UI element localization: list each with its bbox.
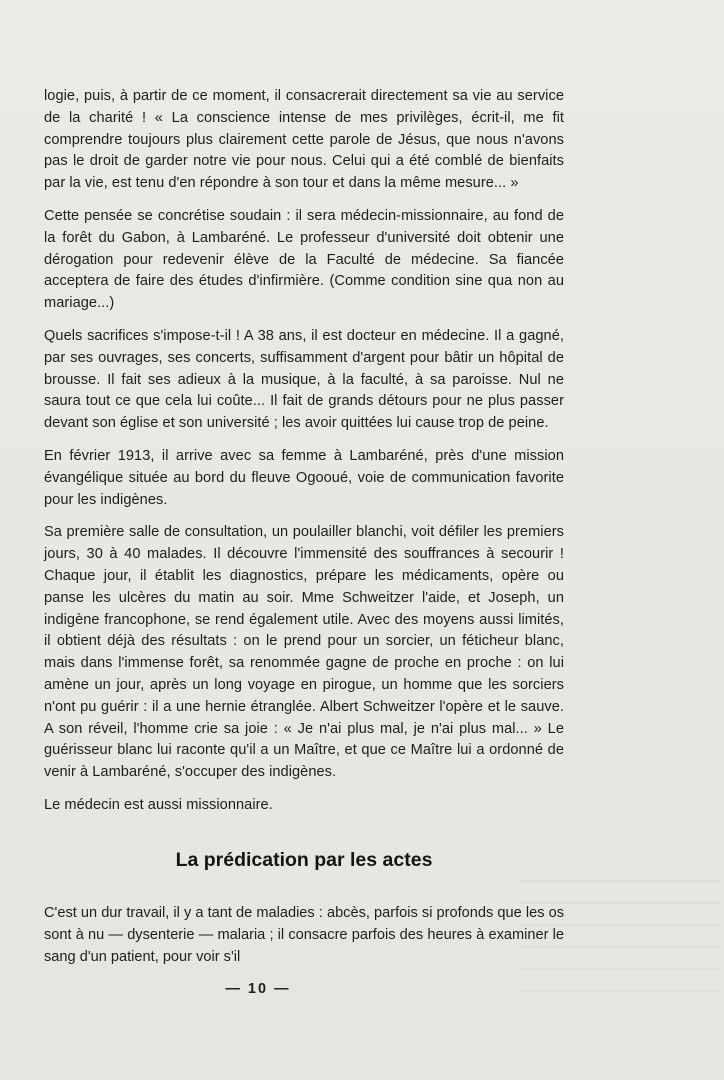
section-body-text (44, 903, 564, 979)
paragraph-1: logie, puis, à partir de ce moment, il consacrerait directement sa vie au service de la charité ! « La conscience intense de mes privilèges, écrit-il, me fit comprendre toujours plus clairement cette parole de Jésus, que nous n'avons pas le droit de garder notre vie pour nous. Celui qui a été comblé de bienfaits par la vie, est tenu d'en répondre à son tour et dans la même mesure... » (44, 88, 564, 192)
body-text (44, 86, 564, 828)
paragraph-4: En février 1913, il arrive avec sa femme à Lambaréné, près d'une mission évangélique située au bord du fleuve Ogooué, voie de communication favorite pour les indigènes. (44, 447, 564, 508)
paragraph-3: Quels sacrifices s'impose-t-il ! A 38 ans, il est docteur en médecine. Il a gagné, par ses ouvrages, ses concerts, suffisamment d'argent pour bâtir un hôpital de brousse. Il fait ses adieux à la musique, à la faculté, à sa paroisse. Nul ne saura tout ce que cela lui coûte... Il fait de grands détours pour ne plus passer devant son église et son université ; les avoir quittées lui cause trop de peine. (44, 327, 564, 432)
section-paragraph-1: C'est un dur travail, il y a tant de maladies : abcès, parfois si profonds que les os sont à nu — dysenterie — malaria ; il consacre parfois des heures à examiner le sang d'un patient, pour voir s'il (44, 905, 564, 965)
paragraph-6: Le médecin est aussi missionnaire. (44, 796, 273, 813)
paper-bleed-through (520, 880, 720, 1000)
page-number: — 10 — (225, 981, 291, 997)
paragraph-5: Sa première salle de consultation, un poulailler blanchi, voit défiler les premiers jours, 30 à 40 malades. Il découvre l'immensité des souffrances à secourir ! Chaque jour, il établit les diagnostics, prépare les médicaments, opère ou panse les ulcères du matin au soir. Mme Schweitzer l'aide, et Joseph, un indigène francophone, se rend également utile. Avec des moyens aussi limités, il obtient déjà des résultats : on le prend pour un sorcier, un féticheur blanc, mais dans l'immense forêt, sa renommée gagne de proche en proche : on lui amène un jour, après un long voyage en pirogue, un homme que les sorciers n'ont pu guérir : il a une hernie étranglée. Albert Schweitzer l'opère et le sauve. A son réveil, l'homme crie sa joie : « Je n'ai plus mal, je n'ai plus mal... » Le guérisseur blanc lui raconte qu'il a un Maître, et que ce Maître lui a ordonné de venir à Lambaréné, s'occuper des indigènes. (44, 524, 564, 781)
section-heading: La prédication par les actes (175, 849, 433, 871)
paragraph-2: Cette pensée se concrétise soudain : il sera médecin-missionnaire, au fond de la forêt du Gabon, à Lambaréné. Le professeur d'université doit obtenir une dérogation pour redevenir élève de la Faculté de médecine. Sa fiancée acceptera de faire des études d'infirmière. (Comme condition sine qua non au mariage...) (44, 207, 564, 312)
